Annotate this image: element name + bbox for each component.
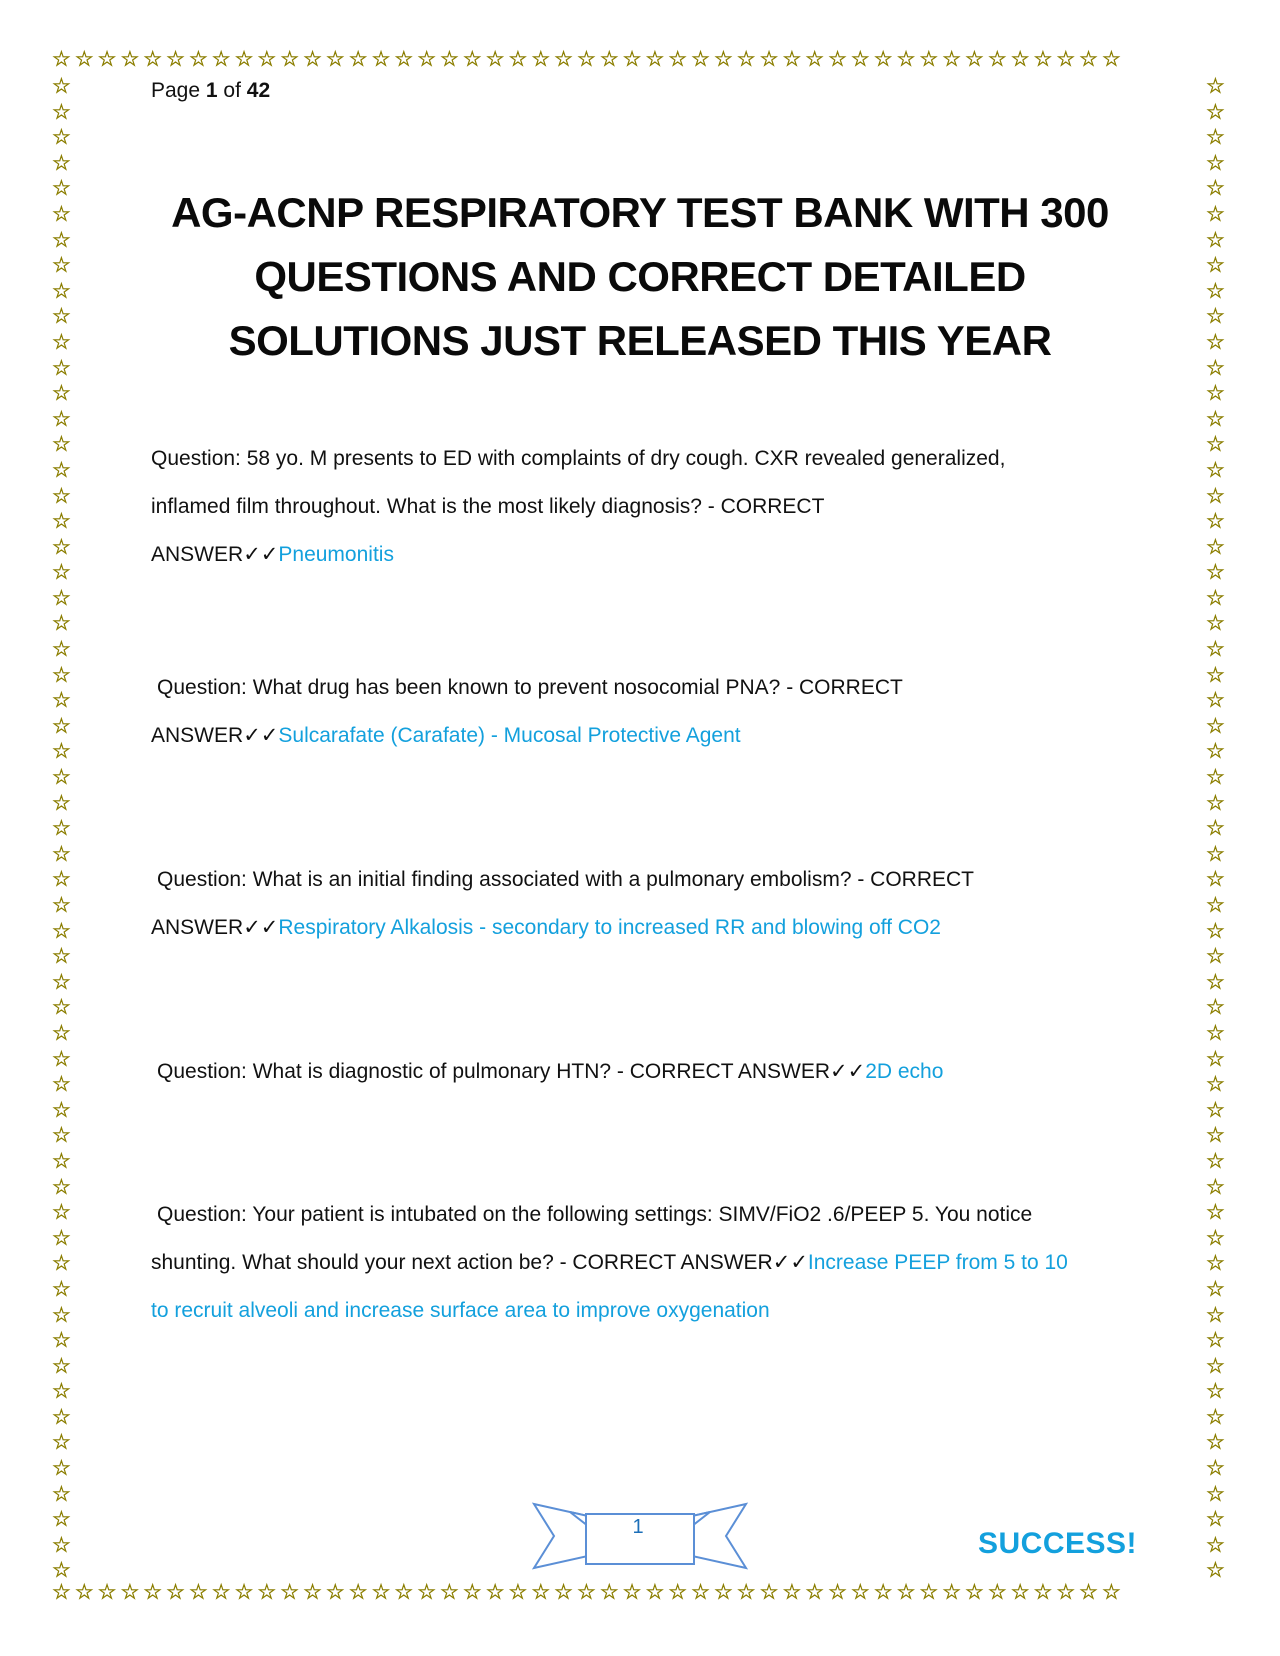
star-icon: ☆	[52, 918, 71, 943]
question-item	[151, 1191, 1141, 1335]
star-icon: ☆	[52, 739, 71, 764]
star-icon: ☆	[52, 1225, 71, 1250]
star-icon: ☆	[1206, 944, 1225, 969]
star-icon: ☆	[52, 560, 71, 585]
star-icon: ☆	[1206, 99, 1225, 124]
star-icon: ☆	[52, 1020, 71, 1045]
checkmark-icon: ✓✓	[243, 543, 279, 566]
star-icon: ☆	[1206, 509, 1225, 534]
star-icon: ☆	[52, 1507, 71, 1532]
star-icon: ☆	[1206, 1251, 1225, 1276]
star-icon: ☆	[1206, 893, 1225, 917]
star-icon: ☆	[1206, 1148, 1225, 1173]
star-icon: ☆	[1206, 329, 1225, 354]
star-icon: ☆	[52, 1481, 71, 1506]
star-icon: ☆	[1206, 637, 1225, 662]
star-icon: ☆	[52, 816, 71, 841]
star-icon: ☆	[1206, 483, 1225, 508]
star-icon: ☆	[52, 1148, 71, 1173]
star-icon: ☆	[52, 790, 71, 815]
star-icon: ☆	[1206, 1046, 1225, 1071]
question-text: Question: 58 yo. M presents to ED with complaints of dry cough. CXR revealed generalized,	[151, 447, 1006, 470]
question-text: Question: What is diagnostic of pulmonary HTN? - CORRECT ANSWER	[157, 1060, 830, 1083]
star-icon: ☆	[52, 304, 71, 329]
question-item	[151, 856, 1141, 952]
star-icon: ☆	[52, 1097, 71, 1122]
star-icon: ☆	[52, 1558, 71, 1582]
star-icon: ☆	[1206, 969, 1225, 994]
star-icon: ☆	[1206, 1276, 1225, 1301]
star-icon: ☆	[52, 969, 71, 994]
star-icon: ☆	[1206, 534, 1225, 559]
of-label: of	[223, 79, 241, 102]
star-border-left	[52, 74, 76, 1582]
star-icon: ☆	[52, 1200, 71, 1225]
star-icon: ☆	[52, 329, 71, 354]
question-item	[151, 664, 1141, 760]
star-icon: ☆	[1206, 560, 1225, 585]
star-icon: ☆	[52, 867, 71, 892]
checkmark-icon: ✓✓	[830, 1060, 866, 1083]
star-icon: ☆	[1206, 1020, 1225, 1045]
star-icon: ☆	[1206, 1379, 1225, 1404]
star-icon: ☆	[52, 1251, 71, 1276]
star-icon: ☆	[52, 611, 71, 636]
question-text: Question: What drug has been known to prevent nosocomial PNA? - CORRECT	[157, 676, 903, 699]
star-icon: ☆	[1206, 406, 1225, 431]
star-icon: ☆	[1206, 1174, 1225, 1199]
star-icon: ☆	[1206, 1404, 1225, 1429]
answer-prefix: ANSWER	[151, 543, 244, 566]
star-icon: ☆	[52, 509, 71, 534]
star-icon: ☆	[1206, 355, 1225, 380]
star-icon: ☆	[52, 355, 71, 380]
question-text: inflamed film throughout. What is the most likely diagnosis? - CORRECT	[151, 495, 825, 518]
star-icon: ☆	[1206, 304, 1225, 329]
star-border-right	[1206, 74, 1230, 1582]
title-line-1: AG-ACNP RESPIRATORY TEST BANK WITH 300	[171, 189, 1109, 236]
star-icon: ☆	[52, 1328, 71, 1353]
star-icon: ☆	[1206, 150, 1225, 175]
star-icon: ☆	[1206, 1558, 1225, 1582]
question-text: shunting. What should your next action be? - CORRECT ANSWER	[151, 1251, 773, 1274]
star-icon: ☆	[52, 995, 71, 1020]
star-icon: ☆	[1206, 765, 1225, 790]
star-icon: ☆	[1206, 74, 1225, 98]
star-icon: ☆	[52, 99, 71, 124]
star-icon: ☆	[1206, 739, 1225, 764]
footer-page-number: 1	[632, 1516, 644, 1538]
answer-text: Increase PEEP from 5 to 10	[807, 1251, 1068, 1274]
star-border-bottom: ☆☆☆☆☆☆☆☆☆☆☆☆☆☆☆☆☆☆☆☆☆☆☆☆☆☆☆☆☆☆☆☆☆☆☆☆☆☆☆☆☆☆☆☆☆☆☆	[52, 1582, 1125, 1604]
star-icon: ☆	[52, 176, 71, 201]
star-icon: ☆	[52, 1174, 71, 1199]
star-icon: ☆	[1206, 611, 1225, 636]
star-icon: ☆	[52, 1404, 71, 1429]
star-icon: ☆	[1206, 278, 1225, 303]
star-icon: ☆	[1206, 841, 1225, 866]
answer-prefix: ANSWER	[151, 916, 244, 939]
star-icon: ☆	[52, 944, 71, 969]
star-icon: ☆	[52, 1456, 71, 1481]
question-text: Question: What is an initial finding associated with a pulmonary embolism? - CORRECT	[157, 868, 975, 891]
star-icon: ☆	[1206, 1353, 1225, 1378]
star-icon: ☆	[52, 125, 71, 150]
star-icon: ☆	[52, 150, 71, 175]
page-label: Page	[151, 79, 201, 102]
star-icon: ☆	[1206, 918, 1225, 943]
star-icon: ☆	[1206, 995, 1225, 1020]
star-icon: ☆	[52, 841, 71, 866]
star-icon: ☆	[52, 1072, 71, 1097]
question-item	[151, 435, 1141, 579]
star-icon: ☆	[1206, 1532, 1225, 1557]
star-icon: ☆	[1206, 1430, 1225, 1455]
star-icon: ☆	[52, 1302, 71, 1327]
current-page: 1	[205, 79, 218, 102]
star-icon: ☆	[52, 713, 71, 738]
star-icon: ☆	[1206, 227, 1225, 252]
answer-text: Respiratory Alkalosis - secondary to increased RR and blowing off CO2	[278, 916, 941, 939]
star-icon: ☆	[52, 1379, 71, 1404]
star-icon: ☆	[52, 1046, 71, 1071]
star-icon: ☆	[1206, 253, 1225, 278]
star-icon: ☆	[52, 483, 71, 508]
page-counter	[151, 79, 270, 103]
answer-text: to recruit alveoli and increase surface area to improve oxygenation	[151, 1299, 770, 1322]
star-icon: ☆	[1206, 1302, 1225, 1327]
title-line-2: QUESTIONS AND CORRECT DETAILED	[254, 253, 1026, 300]
star-icon: ☆	[1206, 1225, 1225, 1250]
star-icon: ☆	[52, 1123, 71, 1148]
star-border-top: ☆☆☆☆☆☆☆☆☆☆☆☆☆☆☆☆☆☆☆☆☆☆☆☆☆☆☆☆☆☆☆☆☆☆☆☆☆☆☆☆☆☆☆☆☆☆☆	[52, 49, 1125, 71]
star-icon: ☆	[52, 253, 71, 278]
star-icon: ☆	[52, 893, 71, 917]
document-title	[120, 181, 1160, 373]
star-icon: ☆	[52, 381, 71, 406]
star-icon: ☆	[1206, 867, 1225, 892]
success-label: SUCCESS!	[978, 1527, 1138, 1560]
star-icon: ☆	[1206, 381, 1225, 406]
question-item	[151, 1048, 1141, 1096]
star-icon: ☆	[1206, 1507, 1225, 1532]
star-icon: ☆	[1206, 688, 1225, 713]
star-icon: ☆	[1206, 1456, 1225, 1481]
star-icon: ☆	[1206, 176, 1225, 201]
star-icon: ☆	[52, 457, 71, 482]
star-icon: ☆	[1206, 125, 1225, 150]
answer-prefix: ANSWER	[151, 724, 244, 747]
star-icon: ☆	[52, 406, 71, 431]
star-icon: ☆	[1206, 585, 1225, 610]
star-icon: ☆	[52, 432, 71, 457]
star-icon: ☆	[1206, 432, 1225, 457]
star-icon: ☆	[52, 1276, 71, 1301]
star-icon: ☆	[1206, 1481, 1225, 1506]
star-icon: ☆	[1206, 1200, 1225, 1225]
star-icon: ☆	[52, 1430, 71, 1455]
star-icon: ☆	[52, 534, 71, 559]
star-icon: ☆	[1206, 201, 1225, 226]
star-icon: ☆	[1206, 457, 1225, 482]
star-icon: ☆	[52, 1532, 71, 1557]
star-icon: ☆	[52, 278, 71, 303]
answer-text: Pneumonitis	[278, 543, 394, 566]
star-icon: ☆	[52, 227, 71, 252]
star-icon: ☆	[52, 1353, 71, 1378]
star-icon: ☆	[1206, 1328, 1225, 1353]
title-line-3: SOLUTIONS JUST RELEASED THIS YEAR	[228, 317, 1052, 364]
star-icon: ☆	[1206, 790, 1225, 815]
answer-text: Sulcarafate (Carafate) - Mucosal Protective Agent	[278, 724, 741, 747]
checkmark-icon: ✓✓	[772, 1251, 808, 1274]
star-icon: ☆	[52, 585, 71, 610]
star-icon: ☆	[1206, 662, 1225, 687]
star-icon: ☆	[52, 637, 71, 662]
star-icon: ☆	[52, 74, 71, 98]
total-pages: 42	[246, 79, 271, 102]
checkmark-icon: ✓✓	[243, 724, 279, 747]
star-icon: ☆	[1206, 713, 1225, 738]
checkmark-icon: ✓✓	[243, 916, 279, 939]
star-icon: ☆	[1206, 1072, 1225, 1097]
star-icon: ☆	[1206, 816, 1225, 841]
star-icon: ☆	[1206, 1123, 1225, 1148]
answer-text: 2D echo	[865, 1060, 944, 1083]
question-text: Question: Your patient is intubated on the following settings: SIMV/FiO2 .6/PEEP 5. You notice	[157, 1203, 1033, 1226]
star-icon: ☆	[52, 765, 71, 790]
star-icon: ☆	[1206, 1097, 1225, 1122]
star-icon: ☆	[52, 662, 71, 687]
star-icon: ☆	[52, 201, 71, 226]
star-icon: ☆	[52, 688, 71, 713]
